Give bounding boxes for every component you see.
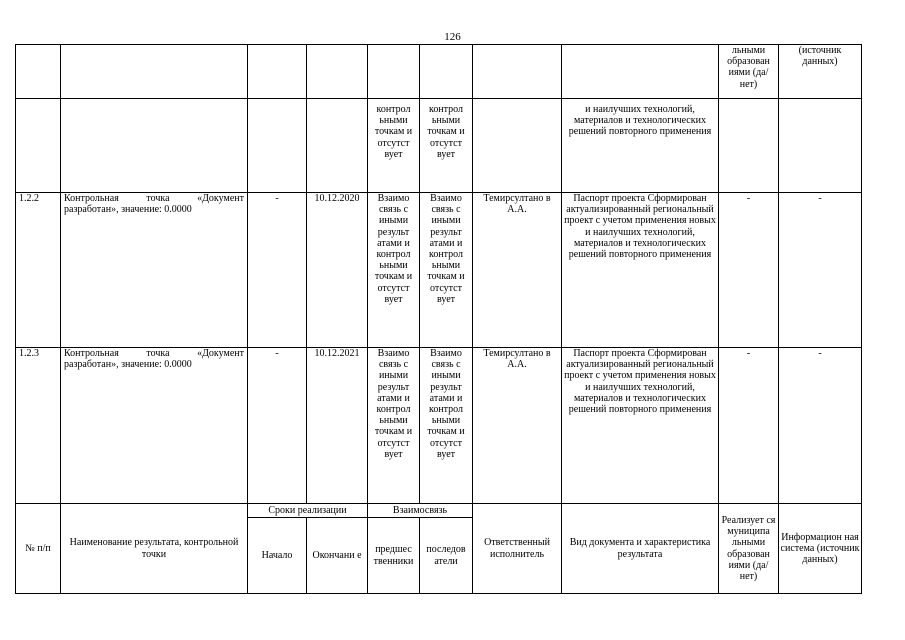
table-row — [16, 348, 862, 504]
document-cell: и наилучших технологий, материалов и технологических решений повторного применения — [562, 99, 719, 193]
start-date: - — [248, 348, 307, 504]
cell-empty — [719, 99, 779, 193]
header-relation: Взаимосвязь — [368, 504, 473, 518]
header-info-system: Информацион ная система (источник данных) — [779, 504, 862, 594]
results-table — [15, 44, 862, 594]
responsible-cell: Темирсултано в А.А. — [473, 193, 562, 348]
predecessors-cell: Взаимо связь с иными результ атами и контрол ьными точкам и отсутст вует — [368, 348, 420, 504]
continuation-row — [16, 99, 862, 193]
cell-empty — [562, 45, 719, 99]
predecessors-cell: Взаимо связь с иными результ атами и контрол ьными точкам и отсутст вует — [368, 193, 420, 348]
header-terms: Сроки реализации — [248, 504, 368, 518]
cell-empty — [61, 99, 248, 193]
header-start: Начало — [248, 518, 307, 594]
document-cell: Паспорт проекта Сформирован актуализированный региональный проект с учетом применения новых и наилучших технологий, материалов и технологических решений повторного применения — [562, 193, 719, 348]
header-end: Окончани е — [307, 518, 368, 594]
header-responsible: Ответственный исполнитель — [473, 504, 562, 594]
header-predecessors: предшес твенники — [368, 518, 420, 594]
row-number: 1.2.3 — [16, 348, 61, 504]
successors-cell: контрол ьными точкам и отсутст вует — [420, 99, 473, 193]
cell-empty — [61, 45, 248, 99]
cell-empty — [473, 99, 562, 193]
column-header-row — [16, 504, 862, 518]
row-number: 1.2.2 — [16, 193, 61, 348]
result-name: Контрольная точка «Документ разработан», значение: 0.0000 — [61, 193, 248, 348]
successors-cell: Взаимо связь с иными результ атами и контрол ьными точкам и отсутст вует — [420, 193, 473, 348]
cell-empty — [16, 45, 61, 99]
table-row — [16, 193, 862, 348]
cell-empty — [420, 45, 473, 99]
cell-empty — [16, 99, 61, 193]
info-system-cell: - — [779, 348, 862, 504]
end-date: 10.12.2020 — [307, 193, 368, 348]
header-document: Вид документа и характеристика результата — [562, 504, 719, 594]
end-date: 10.12.2021 — [307, 348, 368, 504]
result-name: Контрольная точка «Документ разработан», значение: 0.0000 — [61, 348, 248, 504]
cell-empty — [779, 99, 862, 193]
carryover-header-row — [16, 45, 862, 99]
cell-empty — [368, 45, 420, 99]
cell-empty — [248, 45, 307, 99]
municipal-cell: - — [719, 193, 779, 348]
predecessors-cell: контрол ьными точкам и отсутст вует — [368, 99, 420, 193]
header-successors: последов атели — [420, 518, 473, 594]
cell-empty — [473, 45, 562, 99]
municipal-header-tail: льными образован иями (да/нет) — [719, 45, 779, 99]
start-date: - — [248, 193, 307, 348]
cell-empty — [307, 45, 368, 99]
page-number: 126 — [444, 31, 461, 43]
document-cell: Паспорт проекта Сформирован актуализированный региональный проект с учетом применения новых и наилучших технологий, материалов и технологических решений повторного применения — [562, 348, 719, 504]
header-num: № п/п — [16, 504, 61, 594]
header-municipal: Реализует ся муниципа льными образован иями (да/нет) — [719, 504, 779, 594]
cell-empty — [248, 99, 307, 193]
header-name: Наименование результата, контрольной точки — [61, 504, 248, 594]
responsible-cell: Темирсултано в А.А. — [473, 348, 562, 504]
municipal-cell: - — [719, 348, 779, 504]
info-system-cell: - — [779, 193, 862, 348]
info-system-header-tail: (источник данных) — [779, 45, 862, 99]
successors-cell: Взаимо связь с иными результ атами и контрол ьными точкам и отсутст вует — [420, 348, 473, 504]
cell-empty — [307, 99, 368, 193]
